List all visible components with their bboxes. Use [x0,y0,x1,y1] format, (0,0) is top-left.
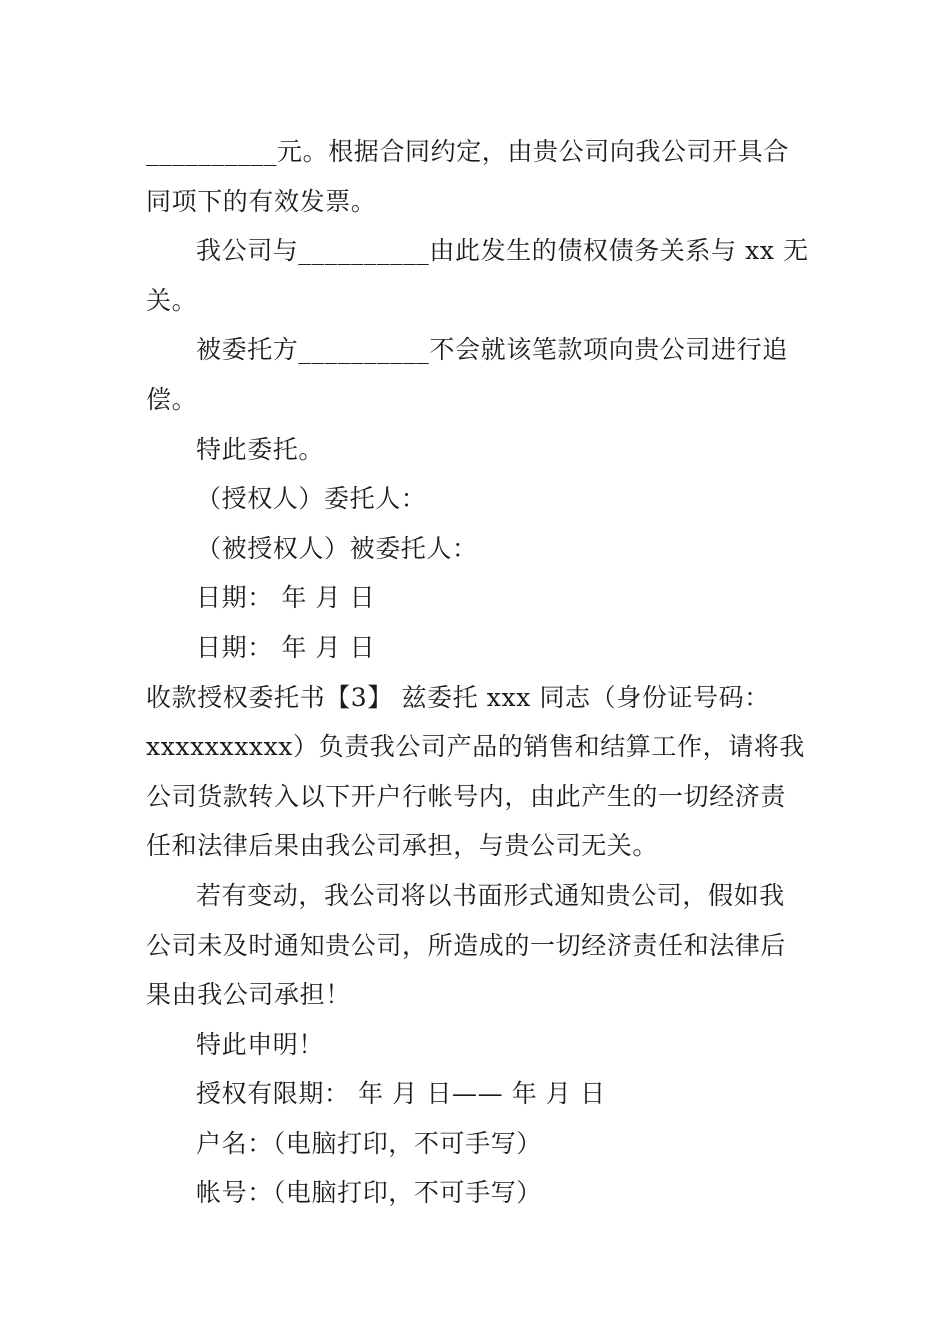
text-line: 户名：（电脑打印，不可手写） [196,1128,542,1158]
text-line: xxxxxxxxxx）负责我公司产品的销售和结算工作，请将我 [146,732,805,762]
text-line: 若有变动，我公司将以书面形式通知贵公司，假如我 [196,880,785,910]
text-line: 偿。 [146,384,198,414]
text-line: 关。 [146,285,198,315]
text-line: 公司货款转入以下开户行帐号内，由此产生的一切经济责 [146,781,787,811]
text-line: 日期： 年 月 日 [196,632,376,662]
text-line: 我公司与__________由此发生的债权债务关系与 xx 无 [196,236,809,266]
text-line: 同项下的有效发票。 [146,186,377,216]
text-line: （被授权人）被委托人： [196,533,478,563]
text-line: 任和法律后果由我公司承担，与贵公司无关。 [146,831,659,861]
text-line: 授权有限期： 年 月 日—— 年 月 日 [196,1079,606,1109]
text-line: 公司未及时通知贵公司，所造成的一切经济责任和法律后 [146,930,787,960]
text-line: （授权人）委托人： [196,484,427,514]
text-line: 特此委托。 [196,434,325,464]
text-line: 日期： 年 月 日 [196,583,376,613]
text-line: __________元。根据合同约定，由贵公司向我公司开具合 [146,137,790,166]
text-line: 果由我公司承担！ [146,980,351,1010]
text-line: 帐号：（电脑打印，不可手写） [196,1178,542,1208]
text-line: 特此申明！ [196,1029,325,1059]
section-heading-line: 收款授权委托书【3】 兹委托 xxx 同志（身份证号码： [146,682,770,712]
document-body [146,127,808,1218]
text-line: 被委托方__________不会就该笔款项向贵公司进行追 [196,335,788,365]
